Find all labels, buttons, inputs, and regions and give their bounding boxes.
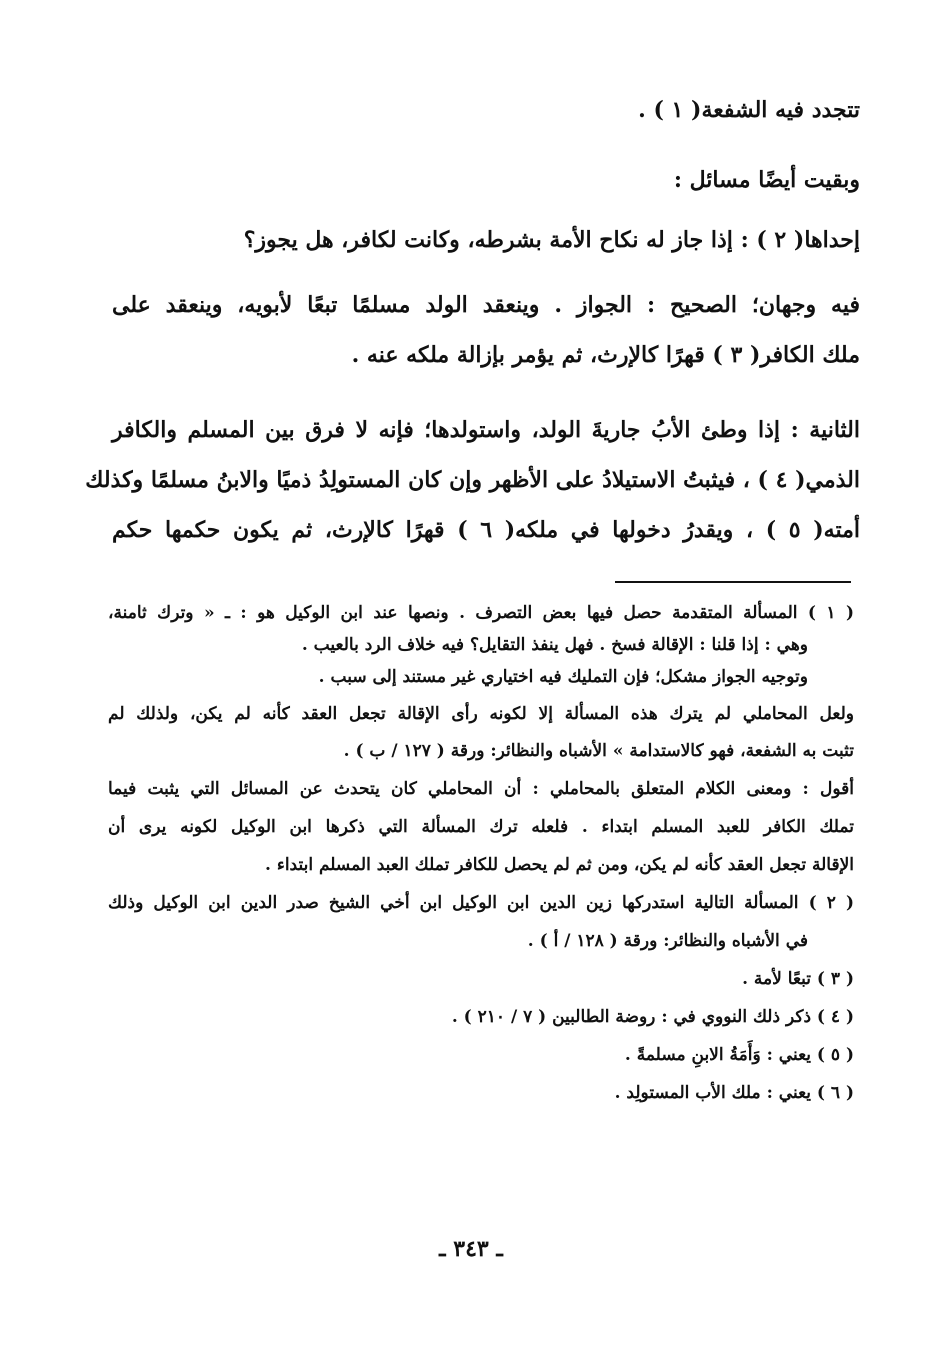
footnote-line-1: ( ١ ) المسألة المتقدمة حصل فيها بعض التصرف . ونصها عند ابن الوكيل هو : ـ « وترك ثامنة، bbox=[108, 603, 855, 623]
footnote-line-7: تملك الكافر للعبد المسلم ابتداء . فلعله ترك المسألة التي ذكرها ابن الوكيل لكونه يرى أن bbox=[108, 817, 854, 837]
footnote-line-3: وتوجيه الجواز مشكل؛ فإن التمليك فيه اختياري غير مستند إلى سبب . bbox=[318, 667, 808, 687]
main-line-6: الثانية : إذا وطئ الأبُ جاريةَ الولد، واستولدها؛ فإنه لا فرق بين المسلم والكافر bbox=[112, 417, 860, 443]
main-line-7: الذمي( ٤ ) ، فيثبتُ الاستيلادُ على الأظهر وإن كان المستولِدُ ذميًا والابنُ مسلمًا وكذلك bbox=[85, 467, 860, 493]
footnote-line-14: ( ٦ ) يعني : ملك الأب المستولِد . bbox=[614, 1083, 854, 1103]
footnote-line-2: وهي : إذا قلنا : الإقالة فسخ . فهل ينفذ التقايل؟ فيه خلاف الرد بالعيب . bbox=[301, 635, 808, 655]
footnote-line-5: تثبت به الشفعة، فهو كالاستدامة » الأشباه والنظائر: ورقة ( ١٢٧ / ب ) . bbox=[343, 741, 854, 761]
footnote-line-8: الإقالة تجعل العقد كأنه لم يكن، ومن ثم لم يحصل للكافر تملك العبد المسلم ابتداء . bbox=[264, 855, 854, 875]
main-line-2: وبقيت أيضًا مسائل : bbox=[673, 167, 860, 193]
footnote-line-4: ولعل المحاملي لم يترك هذه المسألة إلا لكونه رأى الإقالة تجعل العقد كأنه لم يكن، ولذلك لم bbox=[108, 704, 854, 724]
main-line-1: تتجدد فيه الشفعة( ١ ) . bbox=[638, 97, 860, 123]
main-line-3: إحداها( ٢ ) : إذا جاز له نكاح الأمة بشرطه، وكانت لكافر، هل يجوز؟ bbox=[243, 227, 860, 253]
footnote-line-13: ( ٥ ) يعني : وَأَمَةُ الابنِ مسلمةً . bbox=[624, 1045, 854, 1065]
main-line-4: فيه وجهان؛ الصحيح : الجواز . وينعقد الولد مسلمًا تبعًا لأبويه، وينعقد على bbox=[112, 292, 860, 318]
footnote-line-11: ( ٣ ) تبعًا لأمة . bbox=[742, 969, 854, 989]
footnote-line-9: ( ٢ ) المسألة التالية استدركها زين الدين ابن الوكيل ابن أخي الشيخ صدر الدين ابن الوكيل وذلك bbox=[108, 893, 854, 913]
footnote-separator bbox=[615, 581, 851, 583]
footnote-line-10: في الأشباه والنظائر: ورقة ( ١٢٨ / أ ) . bbox=[527, 931, 808, 951]
main-line-8: أمته( ٥ ) ، ويقدرُ دخولها في ملكه( ٦ ) قهرًا كالإرث، ثم يكون حكمها حكم bbox=[112, 517, 860, 543]
footnote-line-6: أقول : ومعنى الكلام المتعلق بالمحاملي : أن المحاملي كان يتحدث عن المسائل التي يثبت فيما bbox=[108, 779, 854, 799]
footnote-line-12: ( ٤ ) ذكر ذلك النووي في : روضة الطالبين ( ٧ / ٢١٠ ) . bbox=[451, 1007, 854, 1027]
page-number: ـ ٣٤٣ ـ bbox=[439, 1236, 503, 1262]
main-line-5: ملك الكافر( ٣ ) قهرًا كالإرث، ثم يؤمر بإزالة ملكه عنه . bbox=[351, 342, 860, 368]
